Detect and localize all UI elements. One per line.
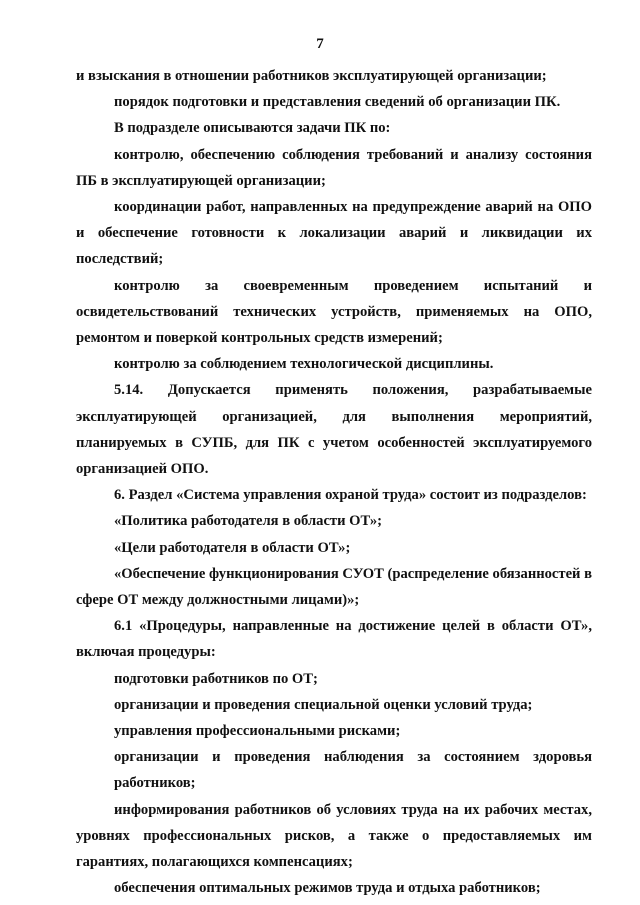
paragraph: управления профессиональными рисками; xyxy=(114,723,401,740)
paragraph: 6. Раздел «Система управления охраной труда» состоит из подразделов: xyxy=(114,487,587,504)
paragraph: «Политика работодателя в области ОТ»; xyxy=(114,513,383,530)
document-body xyxy=(76,63,592,902)
paragraph: 6.1 «Процедуры, направленные на достижение целей в области ОТ», включая процедуры: xyxy=(76,618,592,661)
paragraph: В подразделе описываются задачи ПК по: xyxy=(114,120,391,137)
paragraph: организации и проведения наблюдения за состоянием здоровья работников; xyxy=(114,749,592,792)
paragraph: обеспечения оптимальных режимов труда и отдыха работников; xyxy=(114,880,541,897)
paragraph: координации работ, направленных на предупреждение аварий на ОПО и обеспечение готовности к локализации аварий и ликвидации их последствий; xyxy=(76,199,592,268)
paragraph: «Цели работодателя в области ОТ»; xyxy=(114,539,351,556)
paragraph: информирования работников об условиях труда на их рабочих местах, уровнях профессиональных рисков, а также о предоставляемых им гарантиях, полагающихся компенсациях; xyxy=(76,801,592,871)
paragraph: порядок подготовки и представления сведений об организации ПК. xyxy=(114,94,561,111)
paragraph: «Обеспечение функционирования СУОТ (распределение обязанностей в сфере ОТ между должностными лицами)»; xyxy=(76,565,592,609)
page-number: 7 xyxy=(316,36,324,52)
paragraph: 5.14. Допускается применять положения, разрабатываемые эксплуатирующей организацией, для выполнения мероприятий, планируемых в СУПБ, для ПК с учетом особенностей эксплуатируемого организацией ОПО. xyxy=(76,382,592,478)
paragraph: контролю за соблюдением технологической дисциплины. xyxy=(114,356,494,373)
paragraph: организации и проведения специальной оценки условий труда; xyxy=(114,696,533,713)
paragraph: и взыскания в отношении работников эксплуатирующей организации; xyxy=(76,68,547,84)
paragraph: подготовки работников по ОТ; xyxy=(114,670,318,687)
paragraph: контролю, обеспечению соблюдения требований и анализу состояния ПБ в эксплуатирующей организации; xyxy=(76,146,592,189)
paragraph: контролю за своевременным проведением испытаний и освидетельствований технических устройств, применяемых на ОПО, ремонтом и поверкой контрольных средств измерений; xyxy=(76,277,592,347)
